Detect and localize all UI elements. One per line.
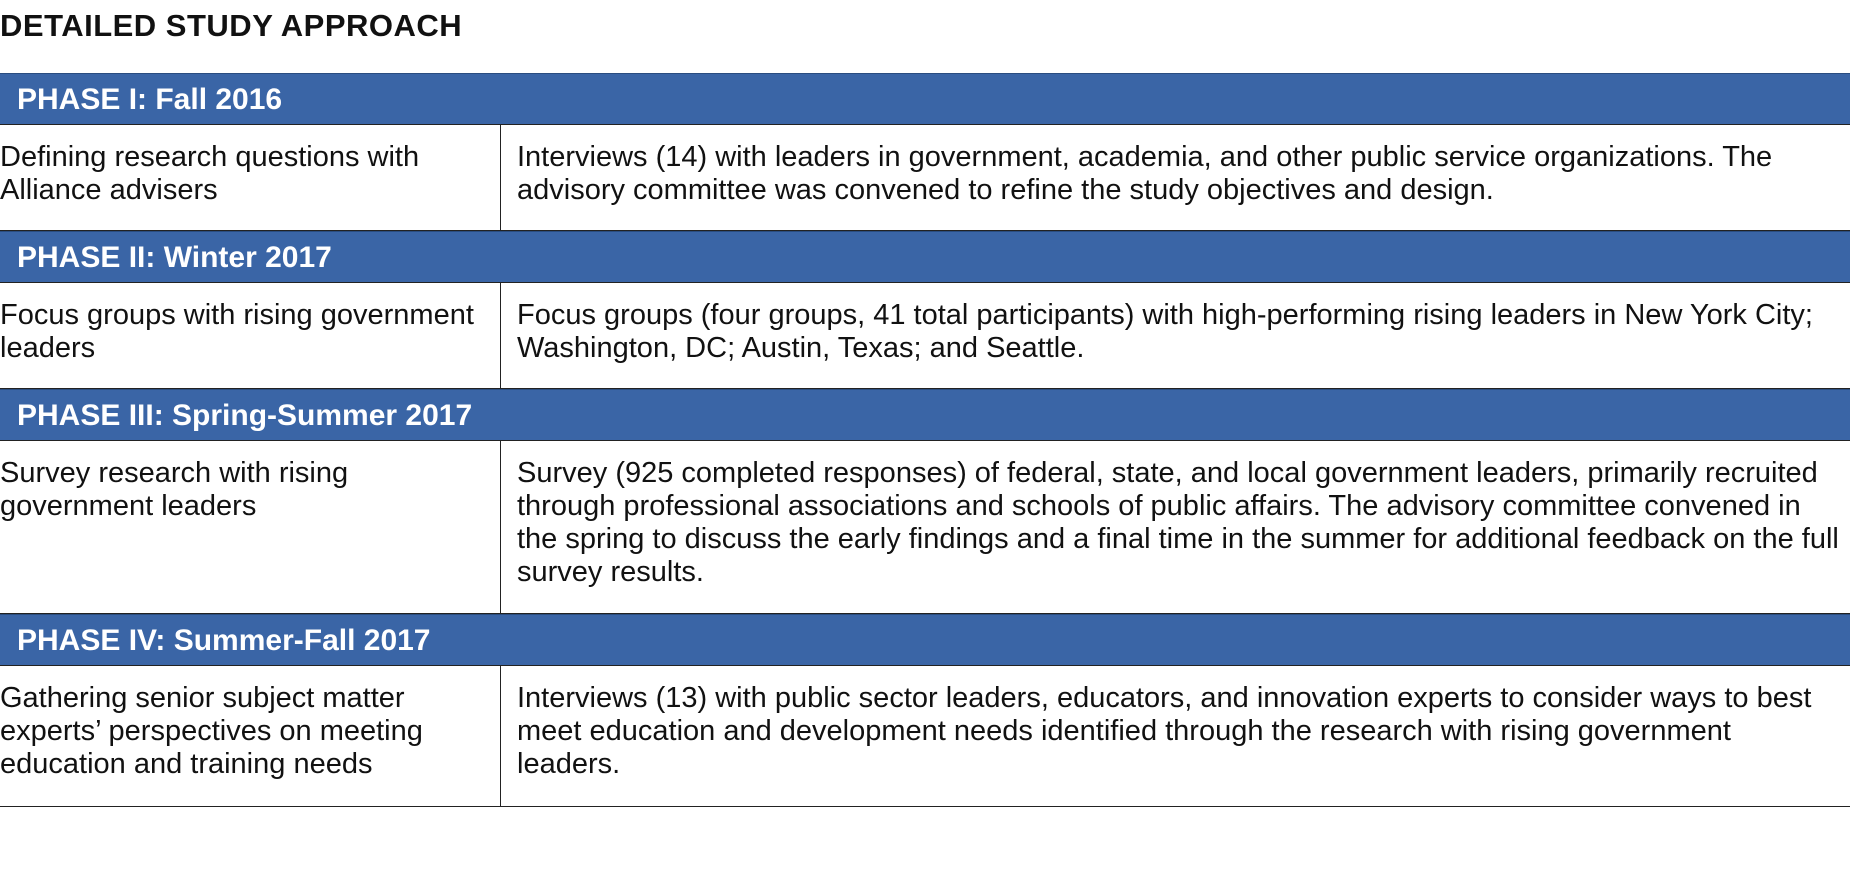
phase-header: PHASE I: Fall 2016 — [0, 73, 1850, 124]
phase-row — [0, 440, 1850, 614]
phase-activity: Gathering senior subject matter experts’ perspectives on meeting education and training needs — [0, 666, 501, 806]
phase-activity: Focus groups with rising government leaders — [0, 283, 501, 388]
phase-activity: Survey research with rising government leaders — [0, 441, 501, 613]
phase-description: Survey (925 completed responses) of federal, state, and local government leaders, primarily recruited through professional associations and schools of public affairs. The advisory committee convened in the spring to discuss the early findings and a final time in the summer for additional feedback on the full survey results. — [517, 457, 1839, 588]
phase-row — [0, 124, 1850, 231]
page-title: DETAILED STUDY APPROACH — [0, 8, 463, 43]
phase-header: PHASE III: Spring-Summer 2017 — [0, 389, 1850, 440]
phase-description: Focus groups (four groups, 41 total participants) with high-performing rising leaders in New York City; Washington, DC; Austin, Texas; and Seattle. — [517, 299, 1813, 364]
phase-description: Interviews (13) with public sector leaders, educators, and innovation experts to consider ways to best meet education and development needs identified through the research with rising government leaders. — [517, 682, 1812, 780]
phase-header: PHASE II: Winter 2017 — [0, 231, 1850, 282]
phase-description: Interviews (14) with leaders in government, academia, and other public service organizations. The advisory committee was convened to refine the study objectives and design. — [517, 141, 1773, 206]
phase-activity: Defining research questions with Alliance advisers — [0, 125, 501, 230]
phase-row — [0, 665, 1850, 807]
study-approach-table — [0, 73, 1850, 807]
phase-header: PHASE IV: Summer-Fall 2017 — [0, 614, 1850, 665]
phase-row — [0, 282, 1850, 389]
